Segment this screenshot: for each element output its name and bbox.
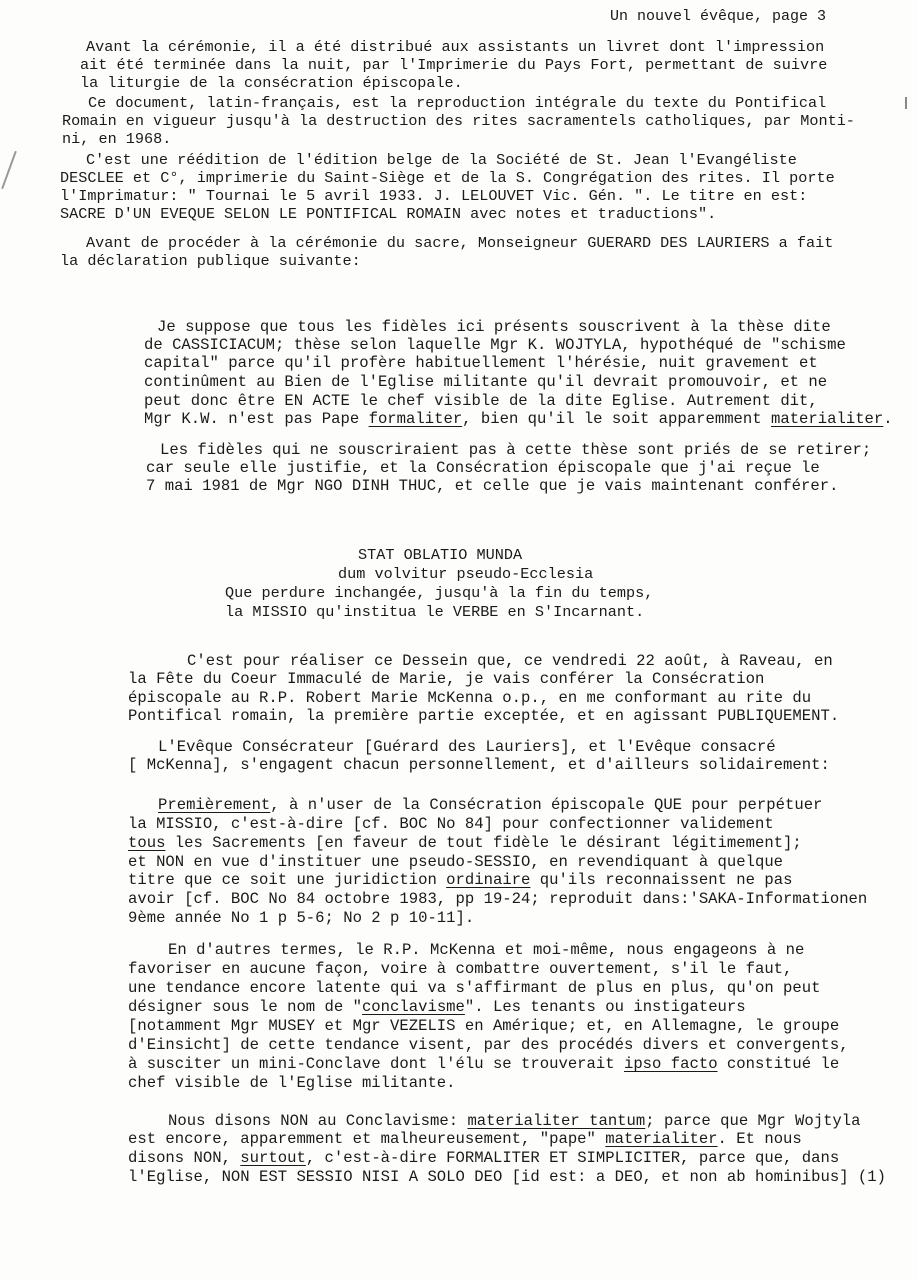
margin-mark <box>905 97 907 109</box>
declaration-line: une tendance encore latente qui va s'affirmant de plus en plus, qu'on peut <box>128 979 821 997</box>
intro-line: Avant la cérémonie, il a été distribué aux assistants un livret dont l'impression <box>86 38 825 56</box>
declaration-line: En d'autres termes, le R.P. McKenna et moi-même, nous engageons à ne <box>168 941 805 959</box>
underlined-term: tous <box>128 834 166 852</box>
declaration-line <box>158 796 822 814</box>
declaration-line: et NON en vue d'instituer une pseudo-SESSIO, en revendiquant à quelque <box>128 853 784 871</box>
declaration-line <box>128 1149 839 1167</box>
text: l'Eglise, NON EST SESSIO NISI A SOLO DEO [id est: a DEO, et non ab hominibus] <box>128 1168 849 1186</box>
text: ". Les tenants ou instigateurs <box>464 998 746 1016</box>
declaration-line: de CASSICIACUM; thèse selon laquelle Mgr K. WOJTYLA, hypothéqué de "schisme <box>144 336 846 354</box>
text: les Sacrements [en faveur de tout fidèle le désirant légitimement]; <box>165 834 802 852</box>
underlined-term: ipso facto <box>623 1055 718 1073</box>
declaration-line: avoir [cf. BOC No 84 octobre 1983, pp 19-24; reproduit dans:'SAKA-Informationen <box>128 890 868 908</box>
text: désigner sous le nom de " <box>128 998 362 1016</box>
text: , c'est-à-dire FORMALITER ET SIMPLICITER, parce que, dans <box>305 1149 840 1167</box>
intro-line: Avant de procéder à la cérémonie du sacre, Monseigneur GUERARD DES LAURIERS a fait <box>86 234 834 252</box>
intro-line: C'est une réédition de l'édition belge de la Société de St. Jean l'Evangéliste <box>86 151 797 169</box>
intro-line: l'Imprimatur: " Tournai le 5 avril 1933. J. LELOUVET Vic. Gén. ". Le titre en est: <box>60 187 808 205</box>
underlined-term: materialiter <box>770 410 884 428</box>
intro-line: la déclaration publique suivante: <box>60 252 361 270</box>
margin-mark <box>1 151 17 189</box>
intro-line: Ce document, latin-français, est la reproduction intégrale du texte du Pontifical <box>88 94 827 112</box>
text: . <box>883 410 893 428</box>
underlined-term: formaliter <box>368 410 463 428</box>
declaration-line: car seule elle justifie, et la Consécration épiscopale que j'ai reçue le <box>146 459 820 477</box>
page-header: Un nouvel évêque, page 3 <box>610 8 827 25</box>
declaration-line: [ McKenna], s'engagent chacun personnellement, et d'ailleurs solidairement: <box>128 756 830 774</box>
declaration-line <box>128 1168 886 1186</box>
text: titre que ce soit une juridiction <box>128 871 447 889</box>
declaration-line <box>128 871 792 889</box>
footnote-marker: (1) <box>857 1168 886 1186</box>
text: , bien qu'il le soit apparemment <box>462 410 771 428</box>
text: ; parce que Mgr Wojtyla <box>645 1112 861 1130</box>
text: est encore, apparemment et malheureusement, "pape" <box>128 1130 606 1148</box>
declaration-line: épiscopale au R.P. Robert Marie McKenna o.p., en me conformant au rite du <box>128 689 812 707</box>
declaration-line: L'Evêque Consécrateur [Guérard des Lauriers], et l'Evêque consacré <box>158 738 776 756</box>
intro-line: Romain en vigueur jusqu'à la destruction des rites sacramentels catholiques, par Monti- <box>62 112 855 130</box>
declaration-line: la Fête du Coeur Immaculé de Marie, je vais conférer la Consécration <box>128 670 765 688</box>
declaration-line <box>144 410 893 428</box>
underlined-term: ordinaire <box>446 871 531 889</box>
declaration-line: 9ème année No 1 p 5-6; No 2 p 10-11]. <box>128 909 475 927</box>
declaration-line <box>128 834 802 852</box>
text: à susciter un mini-Conclave dont l'élu se trouverait <box>128 1055 624 1073</box>
declaration-line: d'Einsicht] de cette tendance visent, par des procédés divers et convergents, <box>128 1036 849 1054</box>
declaration-line: C'est pour réaliser ce Dessein que, ce vendredi 22 août, à Raveau, en <box>187 652 833 670</box>
text: , à n'user de la Consécration épiscopale QUE pour perpétuer <box>270 796 823 814</box>
motto-line: Que perdure inchangée, jusqu'à la fin du temps, <box>225 584 654 602</box>
declaration-line: Les fidèles qui ne souscriraient pas à cette thèse sont priés de se retirer; <box>160 441 872 459</box>
underlined-term: Premièrement <box>158 796 271 814</box>
declaration-line: capital" parce qu'il profère habituellement l'hérésie, nuit gravement et <box>144 354 818 372</box>
declaration-line <box>128 1130 802 1148</box>
text: Nous disons NON au Conclavisme: <box>168 1112 468 1130</box>
declaration-line: continûment au Bien de l'Eglise militante qu'il devrait promouvoir, et ne <box>144 373 828 391</box>
declaration-line: peut donc être EN ACTE le chef visible de la dite Eglise. Autrement dit, <box>144 392 818 410</box>
declaration-line: chef visible de l'Eglise militante. <box>128 1074 456 1092</box>
text: . Et nous <box>717 1130 802 1148</box>
declaration-line: favoriser en aucune façon, voire à combattre ouvertement, s'il le faut, <box>128 960 793 978</box>
declaration-line <box>128 1055 839 1073</box>
declaration-line: Pontifical romain, la première partie exceptée, et en agissant PUBLIQUEMENT. <box>128 707 840 725</box>
intro-line: la liturgie de la consécration épiscopale. <box>80 74 463 92</box>
underlined-term: materialiter tantum <box>467 1112 646 1130</box>
text: Mgr K.W. n'est pas Pape <box>144 410 369 428</box>
intro-line: DESCLEE et C°, imprimerie du Saint-Siège et de la S. Congrégation des rites. Il porte <box>60 169 835 187</box>
declaration-line: la MISSIO, c'est-à-dire [cf. BOC No 84] pour confectionner validement <box>128 815 774 833</box>
motto-line: dum volvitur pseudo-Ecclesia <box>338 565 594 583</box>
declaration-line: [notamment Mgr MUSEY et Mgr VEZELIS en Amérique; et, en Allemagne, le groupe <box>128 1017 840 1035</box>
declaration-line <box>128 998 746 1016</box>
text: disons NON, <box>128 1149 241 1167</box>
declaration-line <box>168 1112 861 1130</box>
underlined-term: conclavisme <box>361 998 465 1016</box>
motto-title: STAT OBLATIO MUNDA <box>358 546 523 564</box>
underlined-term: materialiter <box>605 1130 718 1148</box>
motto-line: la MISSIO qu'institua le VERBE en S'Incarnant. <box>225 603 645 621</box>
intro-line: ait été terminée dans la nuit, par l'Imprimerie du Pays Fort, permettant de suivre <box>80 56 828 74</box>
declaration-line: Je suppose que tous les fidèles ici présents souscrivent à la thèse dite <box>157 318 831 336</box>
text: qu'ils reconnaissent ne pas <box>530 871 793 889</box>
intro-line: ni, en 1968. <box>62 130 172 148</box>
underlined-term: surtout <box>240 1149 306 1167</box>
declaration-line: 7 mai 1981 de Mgr NGO DINH THUC, et celle que je vais maintenant conférer. <box>146 477 839 495</box>
intro-line: SACRE D'UN EVEQUE SELON LE PONTIFICAL ROMAIN avec notes et traductions". <box>60 205 717 223</box>
text: constitué le <box>717 1055 840 1073</box>
